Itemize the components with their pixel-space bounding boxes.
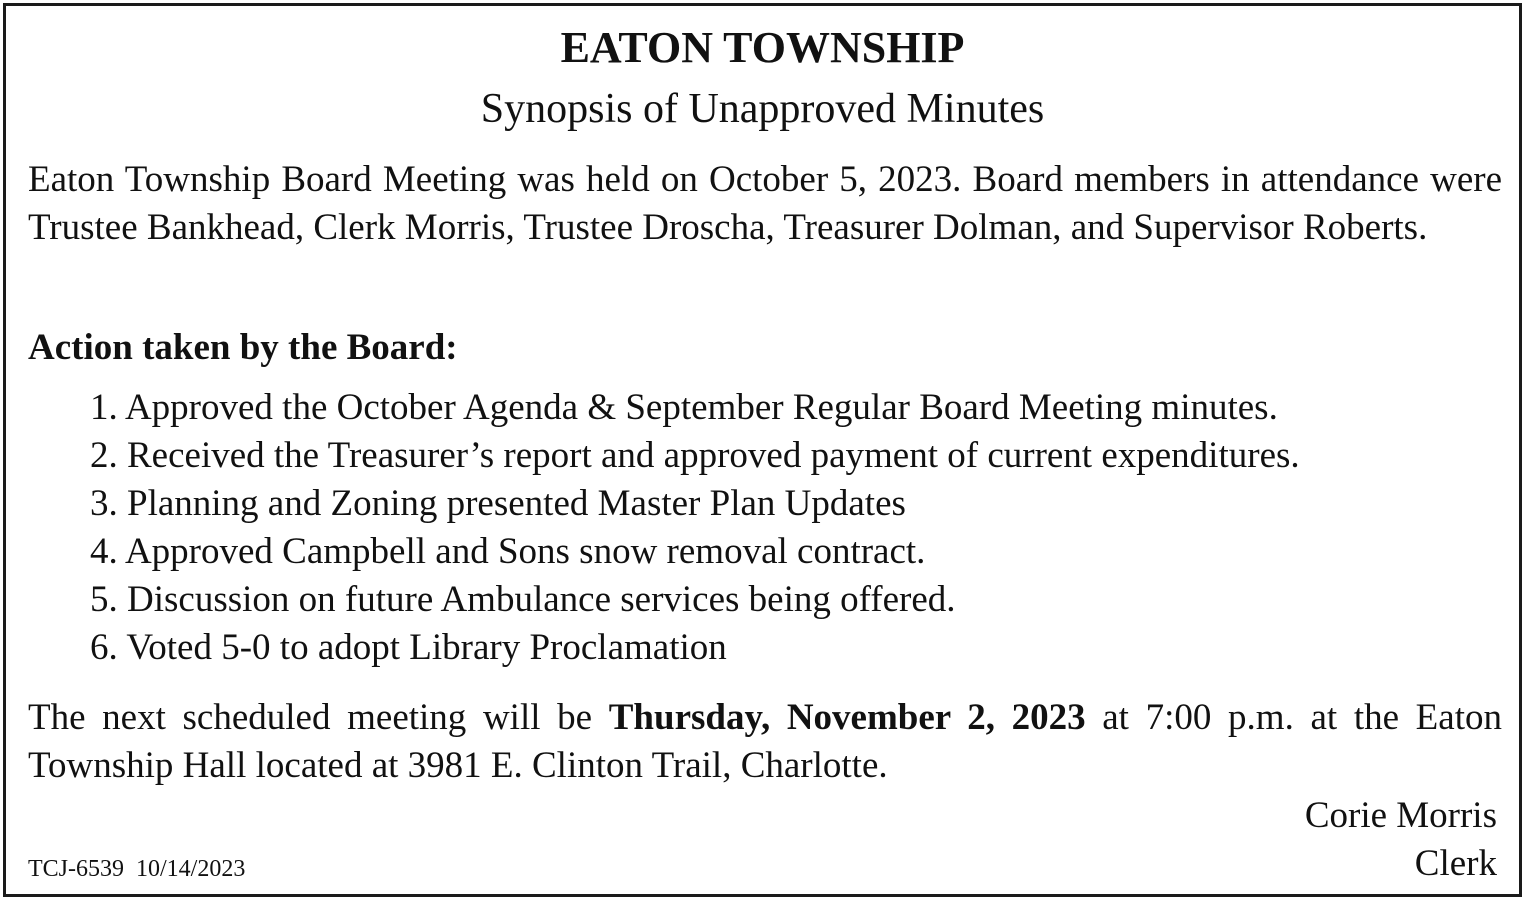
action-item: 1. Approved the October Agenda & September Regular Board Meeting minutes. (90, 387, 1278, 428)
action-item: 5. Discussion on future Ambulance services being offered. (90, 579, 956, 620)
action-item: 6. Voted 5-0 to adopt Library Proclamation (90, 627, 727, 668)
next-meeting-date: Thursday, November 2, 2023 (608, 697, 1086, 738)
action-item: 3. Planning and Zoning presented Master Plan Updates (90, 483, 906, 524)
notice-subtitle: Synopsis of Unapproved Minutes (480, 86, 1045, 132)
action-heading: Action taken by the Board: (28, 327, 458, 368)
legal-notice (3, 3, 1522, 897)
next-meeting-prefix: The next scheduled meeting will be (28, 697, 609, 738)
meeting-intro-paragraph: Eaton Township Board Meeting was held on October 5, 2023. Board members in attendance were Trustee Bankhead, Clerk Morris, Trustee Droscha, Treasurer Dolman, and Supervisor Roberts. (28, 159, 1502, 248)
next-meeting-suffix: at 7:00 p.m. at the Eaton Township Hall located at 3981 E. Clinton Trail, Charlotte. (28, 697, 1502, 786)
action-list (90, 384, 1300, 672)
publication-reference: TCJ-6539 10/14/2023 (28, 856, 246, 882)
action-item: 4. Approved Campbell and Sons snow removal contract. (90, 531, 926, 572)
next-meeting-paragraph (28, 694, 1502, 790)
action-item: 2. Received the Treasurer’s report and approved payment of current expenditures. (90, 435, 1300, 476)
signature-role: Clerk (1414, 843, 1497, 884)
notice-title: EATON TOWNSHIP (560, 23, 965, 72)
signature-block (1305, 792, 1497, 888)
signature-name: Corie Morris (1304, 795, 1497, 836)
